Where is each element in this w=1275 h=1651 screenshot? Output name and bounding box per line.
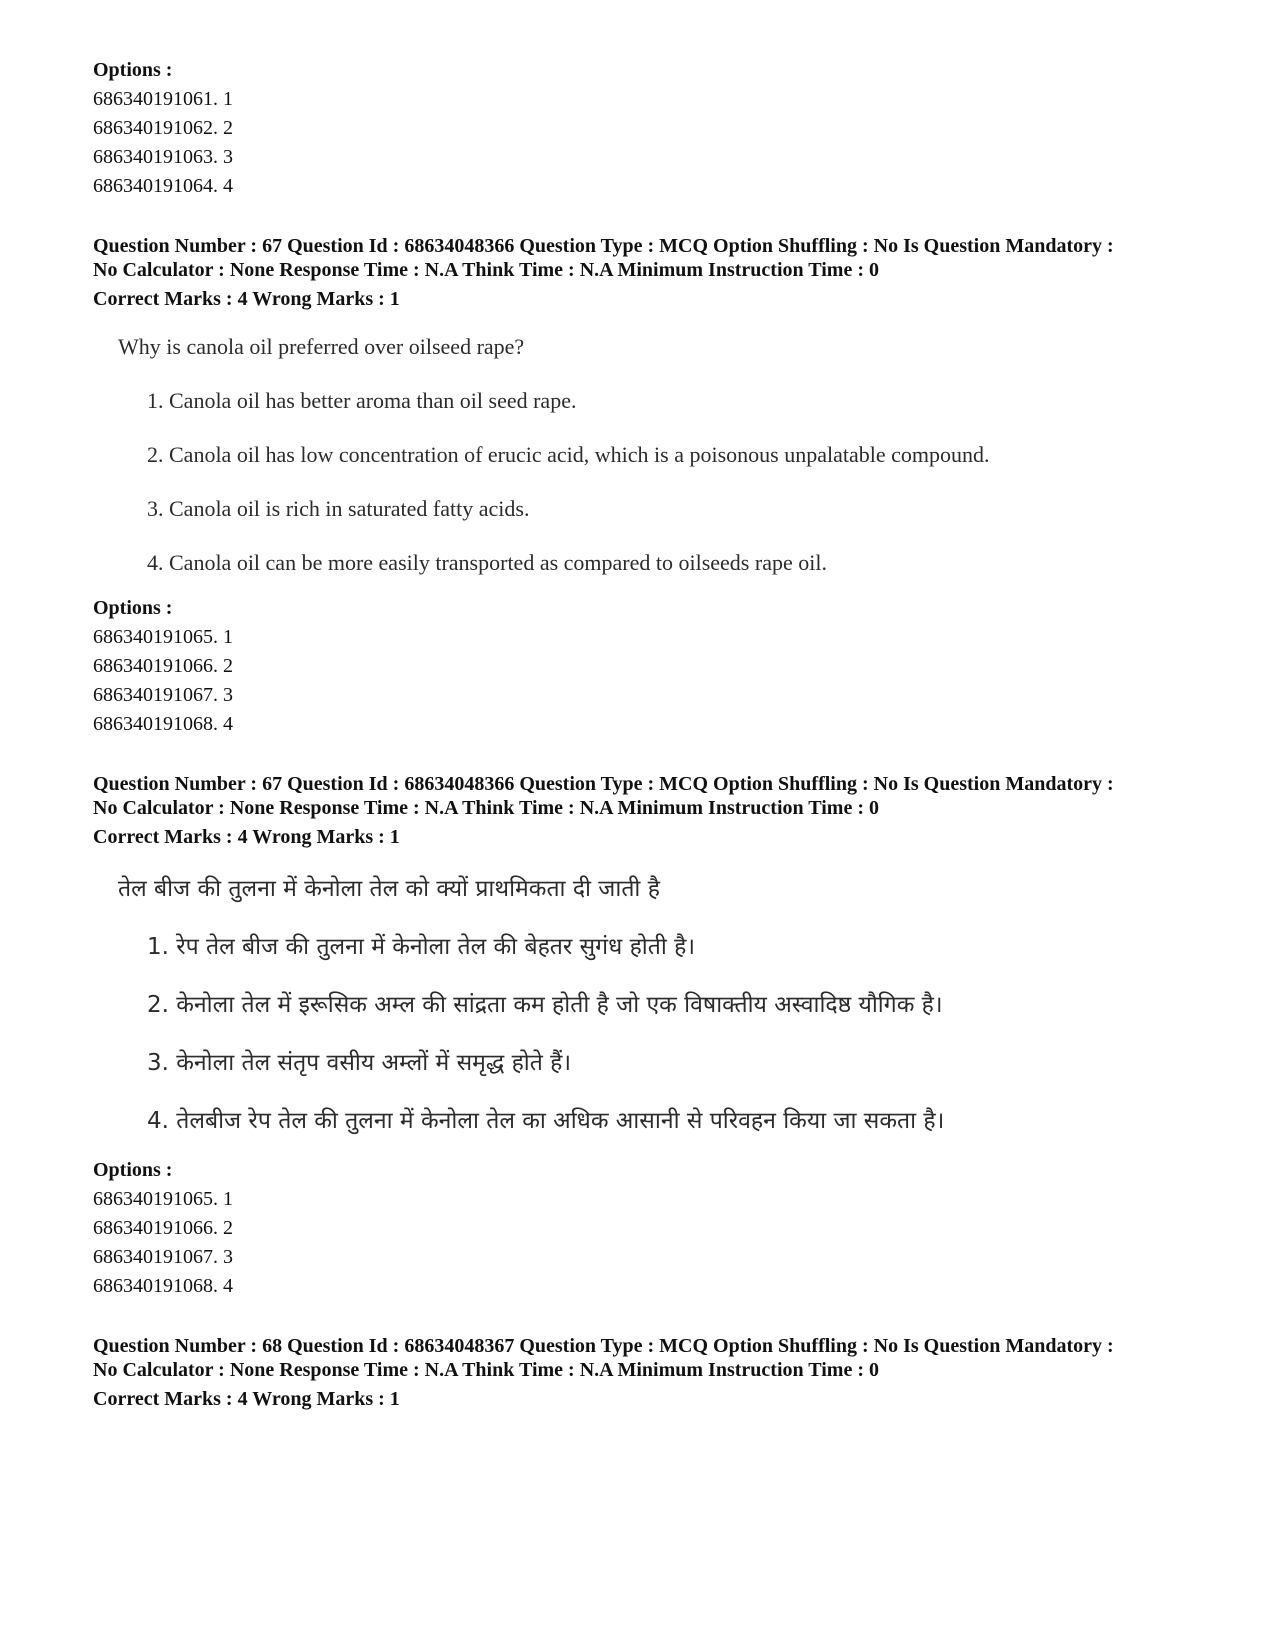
option-line: 686340191066. 2: [93, 1217, 233, 1239]
question-meta-line: Question Number : 68 Question Id : 68634048367 Question Type : MCQ Option Shuffling : No Is Question Mandatory :: [93, 1335, 1114, 1357]
options-label: Options :: [93, 59, 173, 81]
option-line: 686340191067. 3: [93, 1246, 233, 1268]
question-67-hi-body: [118, 872, 1118, 1138]
question-marks: Correct Marks : 4 Wrong Marks : 1: [93, 826, 400, 848]
question-meta-line: No Calculator : None Response Time : N.A Think Time : N.A Minimum Instruction Time : 0: [93, 1359, 879, 1381]
options-label: Options :: [93, 1159, 173, 1181]
question-68-meta: [93, 1334, 1213, 1413]
option-line: 686340191062. 2: [93, 117, 233, 139]
option-line: 686340191068. 4: [93, 1275, 233, 1297]
options-label: Options :: [93, 597, 173, 619]
question-choice: 3. Canola oil is rich in saturated fatty acids.: [147, 496, 530, 521]
question-choice: 2. Canola oil has low concentration of erucic acid, which is a poisonous unpalatable compound.: [147, 442, 990, 467]
question-meta-line: No Calculator : None Response Time : N.A Think Time : N.A Minimum Instruction Time : 0: [93, 797, 879, 819]
option-line: 686340191068. 4: [93, 713, 233, 735]
option-line: 686340191065. 1: [93, 1188, 233, 1210]
option-line: 686340191063. 3: [93, 146, 233, 168]
options-block-67-en: [93, 594, 1213, 739]
option-line: 686340191065. 1: [93, 626, 233, 648]
question-marks: Correct Marks : 4 Wrong Marks : 1: [93, 288, 400, 310]
question-67-en-meta: [93, 234, 1213, 313]
option-line: 686340191067. 3: [93, 684, 233, 706]
question-choice: 1. रेप तेल बीज की तुलना में केनोला तेल की बेहतर सुगंध होती है।: [147, 934, 696, 960]
option-line: 686340191061. 1: [93, 88, 233, 110]
option-line: 686340191066. 2: [93, 655, 233, 677]
question-choice: 1. Canola oil has better aroma than oil seed rape.: [147, 388, 577, 413]
question-stem: Why is canola oil preferred over oilseed rape?: [118, 334, 525, 359]
question-meta-line: No Calculator : None Response Time : N.A Think Time : N.A Minimum Instruction Time : 0: [93, 259, 879, 281]
option-line: 686340191064. 4: [93, 175, 233, 197]
question-choice: 4. तेलबीज रेप तेल की तुलना में केनोला तेल का अधिक आसानी से परिवहन किया जा सकता है।: [147, 1108, 945, 1134]
question-choice: 2. केनोला तेल में इरूसिक अम्ल की सांद्रता कम होती है जो एक विषाक्तीय अस्वादिष्ठ यौगिक है।: [147, 992, 943, 1018]
question-choice: 3. केनोला तेल संतृप वसीय अम्लों में समृद्ध होते हैं।: [147, 1050, 572, 1076]
question-meta-line: Question Number : 67 Question Id : 68634048366 Question Type : MCQ Option Shuffling : No Is Question Mandatory :: [93, 773, 1114, 795]
question-marks: Correct Marks : 4 Wrong Marks : 1: [93, 1388, 400, 1410]
options-block-top: [93, 56, 1213, 201]
question-67-en-body: [118, 332, 1118, 578]
question-67-hi-meta: [93, 772, 1213, 851]
question-meta-line: Question Number : 67 Question Id : 68634048366 Question Type : MCQ Option Shuffling : No Is Question Mandatory :: [93, 235, 1114, 257]
question-stem: तेल बीज की तुलना में केनोला तेल को क्यों प्राथमिकता दी जाती है: [118, 876, 660, 902]
question-choice: 4. Canola oil can be more easily transported as compared to oilseeds rape oil.: [147, 550, 827, 575]
options-block-67-hi: [93, 1156, 1213, 1301]
